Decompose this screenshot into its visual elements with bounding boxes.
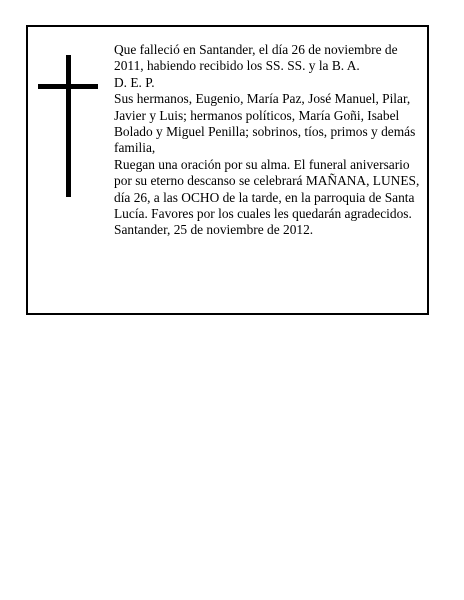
funeral-details: Ruegan una oración por su alma. El funeral aniversario por su eterno descanso se celebrará MAÑANA, LUNES, día 26, a las OCHO de la tarde, en la parroquia de Santa Lucía. Favores por los cuales les quedarán agradecidos. — [114, 156, 420, 222]
place-date-line: Santander, 25 de noviembre de 2012. — [114, 222, 314, 238]
latin-cross-icon — [38, 55, 98, 197]
death-announcement: Que falleció en Santander, el día 26 de noviembre de 2011, habiendo recibido los SS. SS. y la B. A. — [114, 42, 398, 74]
family-list: Sus hermanos, Eugenio, María Paz, José Manuel, Pilar, Javier y Luis; hermanos políticos, María Goñi, Isabel Bolado y Miguel Penilla; sobrinos, tíos, primos y demás familia, — [114, 91, 416, 156]
obituary-notice — [26, 25, 429, 315]
rip-line: D. E. P. — [114, 74, 155, 90]
notice-text — [114, 42, 424, 239]
cross-vertical-bar — [66, 55, 71, 197]
cross-horizontal-bar — [38, 84, 98, 89]
